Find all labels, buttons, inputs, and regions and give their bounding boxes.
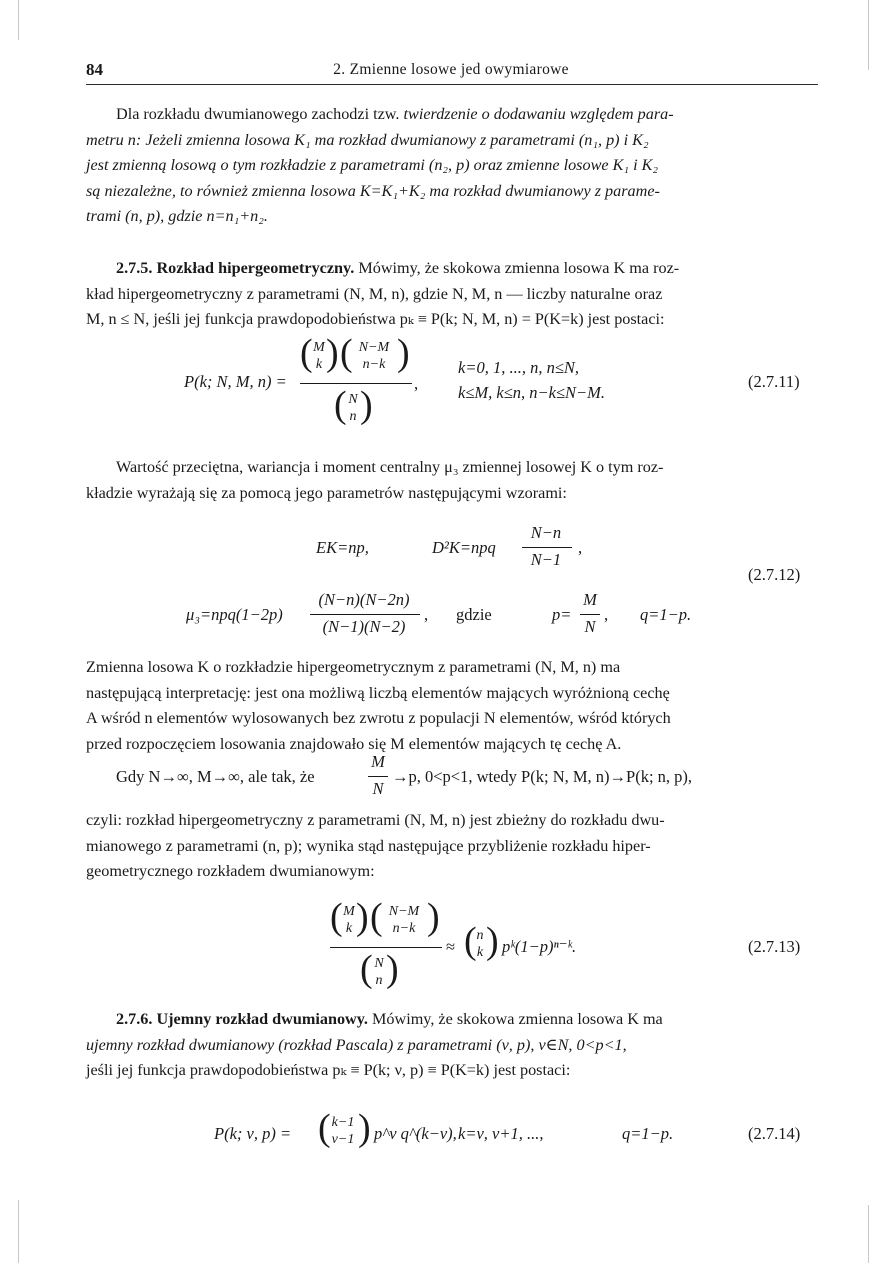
fraction-denominator: N bbox=[372, 779, 384, 798]
q-definition: q=1−p. bbox=[640, 605, 692, 624]
section-heading: 2.7.6. Ujemny rozkład dwumianowy. bbox=[116, 1010, 368, 1028]
variance: D²K=npq bbox=[432, 538, 496, 557]
binomial-bottom: n bbox=[349, 409, 357, 424]
equation-number: (2.7.14) bbox=[748, 1124, 801, 1143]
text-line: Mówimy, że skokowa zmienna losowa K ma bbox=[367, 1010, 663, 1028]
section-2-7-6 bbox=[86, 1007, 820, 1084]
comma: , bbox=[578, 538, 583, 557]
binomial-top: n bbox=[476, 928, 484, 943]
binomial-bottom: k bbox=[345, 921, 353, 936]
binomial-top: k−1 bbox=[331, 1115, 355, 1130]
binomial-bottom: n−k bbox=[392, 921, 416, 936]
binomial-paren: ) bbox=[386, 948, 399, 990]
q-definition: q=1−p. bbox=[622, 1124, 674, 1143]
fraction-bar bbox=[522, 547, 572, 548]
fraction-denominator: (N−1)(N−2) bbox=[322, 617, 406, 636]
fraction-numerator: M bbox=[583, 590, 597, 609]
fraction-numerator: (N−n)(N−2n) bbox=[318, 590, 410, 609]
fraction-bar bbox=[300, 383, 412, 384]
section-2-7-5 bbox=[86, 256, 820, 333]
fraction-denominator: N−1 bbox=[530, 550, 562, 569]
text-line: kładzie wyrażają się za pomocą jego parametrów następującymi wzorami: bbox=[86, 483, 567, 502]
binomial-paren: ) bbox=[486, 920, 499, 962]
theorem-name: twierdzenie o dodawaniu względem para- bbox=[403, 105, 674, 123]
scan-edge-left bbox=[18, 0, 19, 40]
comma: , bbox=[604, 605, 609, 624]
binomial-top: M bbox=[313, 340, 325, 355]
gdzie-word: gdzie bbox=[456, 605, 492, 624]
paragraph-moments bbox=[86, 455, 820, 506]
binomial-top: M bbox=[343, 904, 355, 919]
binomial-top: N bbox=[348, 392, 358, 407]
equation-lhs: P(k; ν, p) = bbox=[214, 1124, 292, 1143]
equation-number: (2.7.12) bbox=[748, 565, 801, 584]
page-number: 84 bbox=[86, 60, 103, 79]
binomial-paren: ( bbox=[464, 920, 477, 962]
p-definition: p= bbox=[552, 605, 572, 624]
binomial-paren: ( bbox=[318, 1107, 331, 1149]
fraction-numerator: N−n bbox=[530, 523, 562, 542]
paragraph-interpretation bbox=[86, 655, 820, 757]
equation-lhs: P(k; N, M, n) = bbox=[184, 372, 287, 391]
running-title: 2. Zmienne losowe jed owymiarowe bbox=[333, 61, 569, 78]
text-line: ujemny rozkład dwumianowy (rozkład Pascala) z parametrami (ν, p), ν∈N, 0<p<1, bbox=[86, 1035, 627, 1054]
text-line: jeśli jej funkcja prawdopodobieństwa pₖ ≡ P(k; ν, p) ≡ P(K=k) jest postaci: bbox=[86, 1061, 571, 1079]
binomial-bottom: k bbox=[476, 945, 484, 960]
binomial-paren: ( bbox=[340, 332, 353, 374]
binomial-paren: ) bbox=[358, 1107, 371, 1149]
binomial-top: N−M bbox=[358, 340, 390, 355]
scan-edge-left-bottom bbox=[18, 1200, 19, 1263]
equation-number: (2.7.13) bbox=[748, 937, 801, 956]
equation-rhs: p^ν q^(k−ν), bbox=[374, 1124, 457, 1143]
text-line: są niezależne, to również zmienna losowa K=K₁+K₂ ma rozkład dwumianowy z parame- bbox=[86, 181, 660, 200]
binomial-paren: ) bbox=[397, 332, 410, 374]
text-line: A wśród n elementów wylosowanych bez zwrotu z populacji N elementów, wśród których bbox=[86, 709, 671, 727]
comma: , bbox=[414, 374, 419, 393]
binomial-bottom: ν−1 bbox=[331, 1132, 355, 1147]
binomial-paren: ( bbox=[300, 332, 313, 374]
text-line: M, n ≤ N, jeśli jej funkcja prawdopodobieństwa pₖ ≡ P(k; N, M, n) = P(K=k) jest postaci: bbox=[86, 310, 665, 328]
text-line: geometrycznego rozkładem dwumianowym: bbox=[86, 862, 375, 880]
binomial-paren: ) bbox=[356, 896, 369, 938]
section-heading: 2.7.5. Rozkład hipergeometryczny. bbox=[116, 259, 355, 277]
comma: , bbox=[424, 605, 429, 624]
fraction-denominator: N bbox=[584, 617, 596, 636]
binomial-top: N−M bbox=[388, 904, 420, 919]
condition-line: k=ν, ν+1, ..., bbox=[458, 1124, 544, 1143]
binomial-bottom: k bbox=[315, 357, 323, 372]
header-rule bbox=[86, 84, 818, 85]
binomial-top: N bbox=[374, 956, 384, 971]
equation-rhs: pᵏ(1−p)ⁿ⁻ᵏ. bbox=[502, 937, 577, 956]
page-header bbox=[86, 60, 816, 82]
text-line: Mówimy, że skokowa zmienna losowa K ma roz- bbox=[354, 259, 680, 277]
binomial-paren: ( bbox=[330, 896, 343, 938]
fraction-bar bbox=[368, 776, 388, 777]
text-line: przed rozpoczęciem losowania znajdowało się M elementów mających tę cechę A. bbox=[86, 734, 622, 753]
text-line: następującą interpretację: jest ona możliwą liczbą elementów mających wyróżnioną cechę bbox=[86, 683, 670, 702]
text-line: czyli: rozkład hipergeometryczny z parametrami (N, M, n) jest zbieżny do rozkładu dwu- bbox=[86, 811, 665, 829]
binomial-paren: ) bbox=[427, 896, 440, 938]
binomial-paren: ( bbox=[334, 384, 347, 426]
binomial-bottom: n−k bbox=[362, 357, 386, 372]
condition-line: k≤M, k≤n, n−k≤N−M. bbox=[458, 383, 606, 402]
binomial-paren: ) bbox=[360, 384, 373, 426]
text-line: Gdy N→∞, M→∞, ale tak, że bbox=[116, 767, 315, 786]
text-line: Dla rozkładu dwumianowego zachodzi tzw. bbox=[116, 105, 404, 123]
paragraph-limit-cont bbox=[86, 808, 820, 885]
text-line: kład hipergeometryczny z parametrami (N, M, n), gdzie N, M, n — liczby naturalne oraz bbox=[86, 284, 663, 303]
paragraph-binomial-addition bbox=[86, 102, 820, 230]
condition-line: k=0, 1, ..., n, n≤N, bbox=[458, 358, 580, 377]
binomial-paren: ( bbox=[370, 896, 383, 938]
fraction-numerator: M bbox=[371, 752, 385, 771]
third-moment: μ₃=npq(1−2p) bbox=[186, 605, 283, 624]
expected-value: EK=np, bbox=[316, 538, 369, 557]
text-line: Wartość przeciętna, wariancja i moment centralny μ₃ zmiennej losowej K o tym roz- bbox=[116, 458, 664, 476]
binomial-bottom: n bbox=[375, 973, 383, 988]
scan-edge-right-bottom bbox=[868, 1205, 869, 1263]
equation-number: (2.7.11) bbox=[748, 372, 800, 391]
binomial-paren: ( bbox=[360, 948, 373, 990]
text-line: jest zmienną losową o tym rozkładzie z parametrami (n₂, p) oraz zmienne losowe K₁ i K₂ bbox=[86, 156, 659, 174]
scan-edge-right bbox=[868, 0, 869, 70]
fraction-bar bbox=[580, 614, 600, 615]
binomial-paren: ) bbox=[326, 332, 339, 374]
text-line: trami (n, p), gdzie n=n₁+n₂. bbox=[86, 207, 268, 225]
text-line: mianowego z parametrami (n, p); wynika stąd następujące przybliżenie rozkładu hiper- bbox=[86, 836, 651, 855]
approx-sign: ≈ bbox=[446, 937, 456, 956]
text-line: Zmienna losowa K o rozkładzie hipergeometrycznym z parametrami (N, M, n) ma bbox=[86, 658, 621, 676]
fraction-bar bbox=[310, 614, 420, 615]
text-line: metru n: Jeżeli zmienna losowa K₁ ma rozkład dwumianowy z parametrami (n₁, p) i K₂ bbox=[86, 130, 649, 149]
text-line: →p, 0<p<1, wtedy P(k; N, M, n)→P(k; n, p), bbox=[392, 767, 693, 786]
